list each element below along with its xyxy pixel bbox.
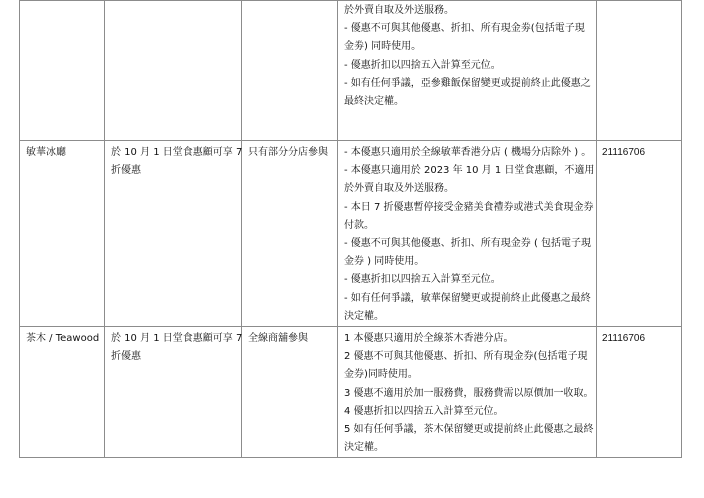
terms-line: 金券)同時使用。 [344,369,418,381]
restaurant-cell [20,141,105,327]
restaurant-cell [20,327,105,458]
code-cell [597,327,682,458]
terms-line: - 如有任何爭議，亞參雞飯保留變更或提前終止此優惠之 [344,77,591,89]
code-cell [597,1,682,141]
offer-text [105,327,241,366]
restaurant-name: 茶木 / Teawood [26,333,100,345]
table-row [20,327,682,458]
offer-text [105,141,241,180]
code-text [597,1,681,4]
terms-list [338,141,596,326]
terms-line: - 本優惠只適用於全線敏華香港分店 ( 機場分店除外 ) 。 [344,147,592,158]
table-row [20,1,682,141]
terms-line: 最終決定權。 [344,96,404,108]
terms-line: 5 如有任何爭議，茶木保留變更或提前終止此優惠之最終 [344,424,594,436]
branches-cell [242,327,338,458]
terms-list [338,327,596,457]
offer-cell [105,1,242,141]
code-cell [597,141,682,327]
terms-line: 金劵) 同時使用。 [344,41,422,53]
terms-line: - 優惠折扣以四捨五入計算至元位。 [344,59,501,71]
terms-line: - 如有任何爭議，敏華保留變更或提前終止此優惠之最終 [344,292,591,304]
terms-line: 1 本優惠只適用於全線茶木香港分店。 [344,333,514,345]
branches-cell [242,141,338,327]
code-text: 21116706 [602,333,646,345]
terms-line: 4 優惠折扣以四捨五入計算至元位。 [344,405,504,417]
branches-cell [242,1,338,141]
offer-line: 於 10 月 1 日堂食惠顧可享 7 [111,147,243,158]
offer-line: 折優惠 [111,165,141,177]
offer-cell [105,327,242,458]
terms-cell [338,1,597,141]
terms-line: 於外賣自取及外送服務。 [344,5,454,16]
code-text: 21116706 [602,147,646,158]
terms-line: 決定權。 [344,442,384,454]
terms-line: 3 優惠不適用於加一服務費，服務費需以原價加一收取。 [344,387,594,399]
branches-text: 只有部分分店參與 [248,147,328,158]
terms-line: - 本優惠只適用於 2023 年 10 月 1 日堂食惠顧，不適用 [344,165,595,177]
terms-line: 決定權。 [344,310,384,322]
table-row [20,141,682,327]
terms-line: - 本日 7 折優惠暫停接受金豬美食禮券或港式美食現金券 [344,201,594,213]
terms-line: 金券 ) 同時使用。 [344,256,425,268]
restaurant-name: 敏華冰廳 [26,147,66,158]
branches-text: 全線商舖參與 [248,333,308,345]
terms-cell [338,327,597,458]
restaurant-cell [20,1,105,141]
offer-line: 於 10 月 1 日堂食惠顧可享 7 [111,333,243,345]
terms-line: 2 優惠不可與其他優惠、折扣、所有現金券(包括電子現 [344,351,588,363]
terms-cell [338,141,597,327]
offer-line: 折優惠 [111,351,141,363]
offer-cell [105,141,242,327]
terms-line: - 優惠折扣以四捨五入計算至元位。 [344,274,501,286]
terms-line: - 優惠不可與其他優惠、折扣、所有現金劵(包括電子現 [344,23,585,35]
terms-line: - 優惠不可與其他優惠、折扣、所有現金券 ( 包括電子現 [344,238,592,250]
terms-line: 付款。 [344,219,374,231]
terms-line: 於外賣自取及外送服務。 [344,183,454,195]
terms-list [338,1,596,111]
offers-table [19,0,682,458]
